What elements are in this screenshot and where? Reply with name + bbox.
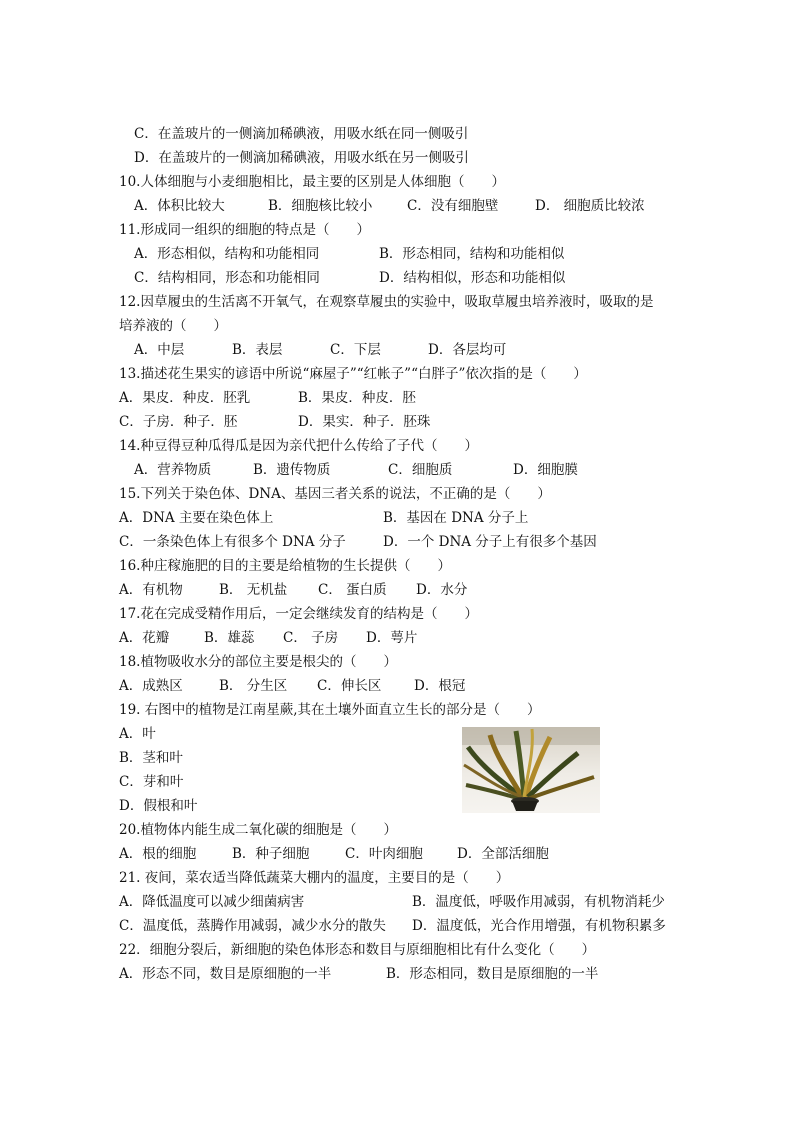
q14-option-b: B．遗传物质 <box>253 462 331 478</box>
q15-option-a: A．DNA 主要在染色体上 <box>119 510 274 526</box>
q18-option-b: B． 分生区 <box>219 678 288 694</box>
q12-stem-line1: 12.因草履虫的生活离不开氧气，在观察草履虫的实验中，吸取草履虫培养液时，吸取的是 <box>119 294 654 310</box>
q9-option-c: C．在盖玻片的一侧滴加稀碘液，用吸水纸在同一侧吸引 <box>134 126 469 142</box>
q11-option-d: D．结构相似，形态和功能相似 <box>379 270 566 286</box>
q11-option-b: B．形态相同，结构和功能相似 <box>379 246 565 262</box>
q12-options <box>0 340 794 360</box>
q10-option-d: D． 细胞质比较浓 <box>535 198 645 214</box>
q13-option-d: D．果实．种子．胚珠 <box>298 414 431 430</box>
q11-options-cd <box>0 268 794 288</box>
q21-option-a: A．降低温度可以减少细菌病害 <box>119 894 305 910</box>
q19-option-a: A．叶 <box>119 726 156 742</box>
q14-option-c: C．细胞质 <box>388 462 453 478</box>
q19-option-d: D．假根和叶 <box>119 798 198 814</box>
q13-options-cd <box>0 412 794 432</box>
q16-stem: 16.种庄稼施肥的目的主要是给植物的生长提供（ ） <box>119 558 451 574</box>
q16-option-c: C． 蛋白质 <box>318 582 387 598</box>
q16-option-a: A．有机物 <box>119 582 183 598</box>
q21-option-b: B．温度低，呼吸作用减弱，有机物消耗少 <box>412 894 665 910</box>
q20-option-a: A．根的细胞 <box>119 846 197 862</box>
q17-option-c: C． 子房 <box>283 630 339 646</box>
q21-stem: 21. 夜间，菜农适当降低蔬菜大棚内的温度，主要目的是（ ） <box>119 870 510 886</box>
q18-option-a: A．成熟区 <box>119 678 183 694</box>
q20-option-b: B．种子细胞 <box>232 846 310 862</box>
q14-option-d: D．细胞膜 <box>513 462 578 478</box>
q16-option-b: B． 无机盐 <box>219 582 288 598</box>
q14-stem: 14.种豆得豆种瓜得瓜是因为亲代把什么传给了子代（ ） <box>119 438 478 454</box>
q12-option-c: C．下层 <box>330 342 381 358</box>
q17-option-d: D．萼片 <box>366 630 418 646</box>
q13-option-b: B．果皮．种皮．胚 <box>298 390 416 406</box>
q12-option-b: B．表层 <box>232 342 283 358</box>
q12-stem-line2: 培养液的（ ） <box>119 318 227 334</box>
q15-option-b: B．基因在 DNA 分子上 <box>383 510 529 526</box>
q10-option-b: B．细胞核比较小 <box>268 198 373 214</box>
q10-stem: 10.人体细胞与小麦细胞相比，最主要的区别是人体细胞（ ） <box>119 174 505 190</box>
q15-options-ab <box>0 508 794 528</box>
q22-option-a: A．形态不同，数目是原细胞的一半 <box>119 966 332 982</box>
q21-option-d: D．温度低，光合作用增强，有机物积累多 <box>412 918 666 934</box>
q19-option-c: C．芽和叶 <box>119 774 184 790</box>
q15-stem: 15.下列关于染色体、DNA、基因三者关系的说法，不正确的是（ ） <box>119 486 551 502</box>
q13-stem: 13.描述花生果实的谚语中所说“麻屋子”“红帐子”“白胖子”依次指的是（ ） <box>119 366 587 382</box>
q17-option-b: B．雄蕊 <box>204 630 255 646</box>
q19-stem: 19. 右图中的植物是江南星蕨,其在土壤外面直立生长的部分是（ ） <box>119 702 541 718</box>
q22-options-ab <box>0 964 794 984</box>
q15-option-d: D．一个 DNA 分子上有很多个基因 <box>383 534 597 550</box>
q20-option-c: C．叶肉细胞 <box>345 846 423 862</box>
q22-stem: 22．细胞分裂后，新细胞的染色体形态和数目与原细胞相比有什么变化（ ） <box>119 942 596 958</box>
q21-options-cd <box>0 916 794 936</box>
q13-option-c: C．子房．种子．胚 <box>119 414 238 430</box>
q20-options <box>0 844 794 864</box>
q22-option-b: B．形态相同，数目是原细胞的一半 <box>386 966 599 982</box>
q14-options <box>0 460 794 480</box>
fern-plant-image <box>462 727 600 813</box>
q12-option-a: A．中层 <box>134 342 185 358</box>
q17-option-a: A．花瓣 <box>119 630 170 646</box>
q17-stem: 17.花在完成受精作用后，一定会继续发育的结构是（ ） <box>119 606 478 622</box>
q13-option-a: A．果皮．种皮．胚乳 <box>119 390 251 406</box>
q9-option-d: D．在盖玻片的一侧滴加稀碘液，用吸水纸在另一侧吸引 <box>134 150 469 166</box>
q11-option-c: C．结构相同，形态和功能相同 <box>134 270 320 286</box>
q10-options <box>0 196 794 216</box>
q18-option-c: C．伸长区 <box>317 678 382 694</box>
q10-option-a: A．体积比较大 <box>134 198 225 214</box>
q19-option-b: B．茎和叶 <box>119 750 183 766</box>
q21-options-ab <box>0 892 794 912</box>
q18-options <box>0 676 794 696</box>
q10-option-c: C．没有细胞壁 <box>407 198 499 214</box>
q11-options-ab <box>0 244 794 264</box>
q21-option-c: C．温度低，蒸腾作用减弱，减少水分的散失 <box>119 918 386 934</box>
q15-options-cd <box>0 532 794 552</box>
q20-stem: 20.植物体内能生成二氧化碳的细胞是（ ） <box>119 822 397 838</box>
q17-options <box>0 628 794 648</box>
q18-option-d: D．根冠 <box>414 678 466 694</box>
q16-options <box>0 580 794 600</box>
q12-option-d: D．各层均可 <box>428 342 507 358</box>
q15-option-c: C．一条染色体上有很多个 DNA 分子 <box>119 534 346 550</box>
q11-option-a: A．形态相似，结构和功能相同 <box>134 246 320 262</box>
q20-option-d: D．全部活细胞 <box>457 846 549 862</box>
q16-option-d: D．水分 <box>416 582 468 598</box>
q14-option-a: A．营养物质 <box>134 462 212 478</box>
q11-stem: 11.形成同一组织的细胞的特点是（ ） <box>119 222 370 238</box>
q13-options-ab <box>0 388 794 408</box>
q18-stem: 18.植物吸收水分的部位主要是根尖的（ ） <box>119 654 397 670</box>
